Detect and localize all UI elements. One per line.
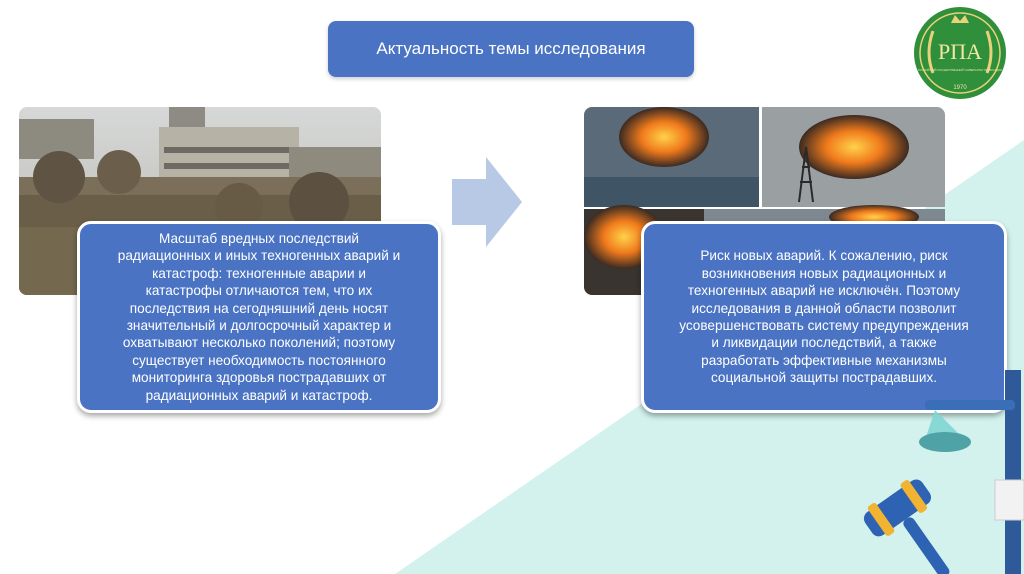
logo-year: 1970 xyxy=(953,85,967,91)
university-logo-icon xyxy=(911,3,1009,103)
gavel-scales-icon xyxy=(845,360,1024,574)
logo-caption: РОССИЙСКИЙ ГОСУДАРСТВЕННЫЙ УНИВЕРСИТЕТ ПРАВОСУДИЯ xyxy=(918,69,1002,72)
slide-title-text: Актуальность темы исследования xyxy=(376,39,646,58)
left-info-box xyxy=(77,221,441,413)
slide-title xyxy=(328,21,694,77)
right-arrow-icon xyxy=(452,157,522,247)
left-info-text: Масштаб вредных последствий радиационных и иных техногенных аварий и катастроф: техногенные аварии и катастрофы отличаются тем, что их последствия на сегодняшний день носят значительный и долгосрочный характер и охватывают несколько поколений; поэтому существует необходимость постоянного мониторинга здоровья пострадавших от радиационных аварий и катастроф. xyxy=(117,230,401,403)
right-info-text: Риск новых аварий. К сожалению, риск возникновения новых радиационных и техногенных аварий не исключён. Поэтому исследования в данной области позволит усовершенствовать систему предупреждения и ликвидации последствий, а также разработать эффективные механизмы социальной защиты пострадавших. xyxy=(679,248,969,386)
logo-letters: РПА xyxy=(937,39,983,64)
